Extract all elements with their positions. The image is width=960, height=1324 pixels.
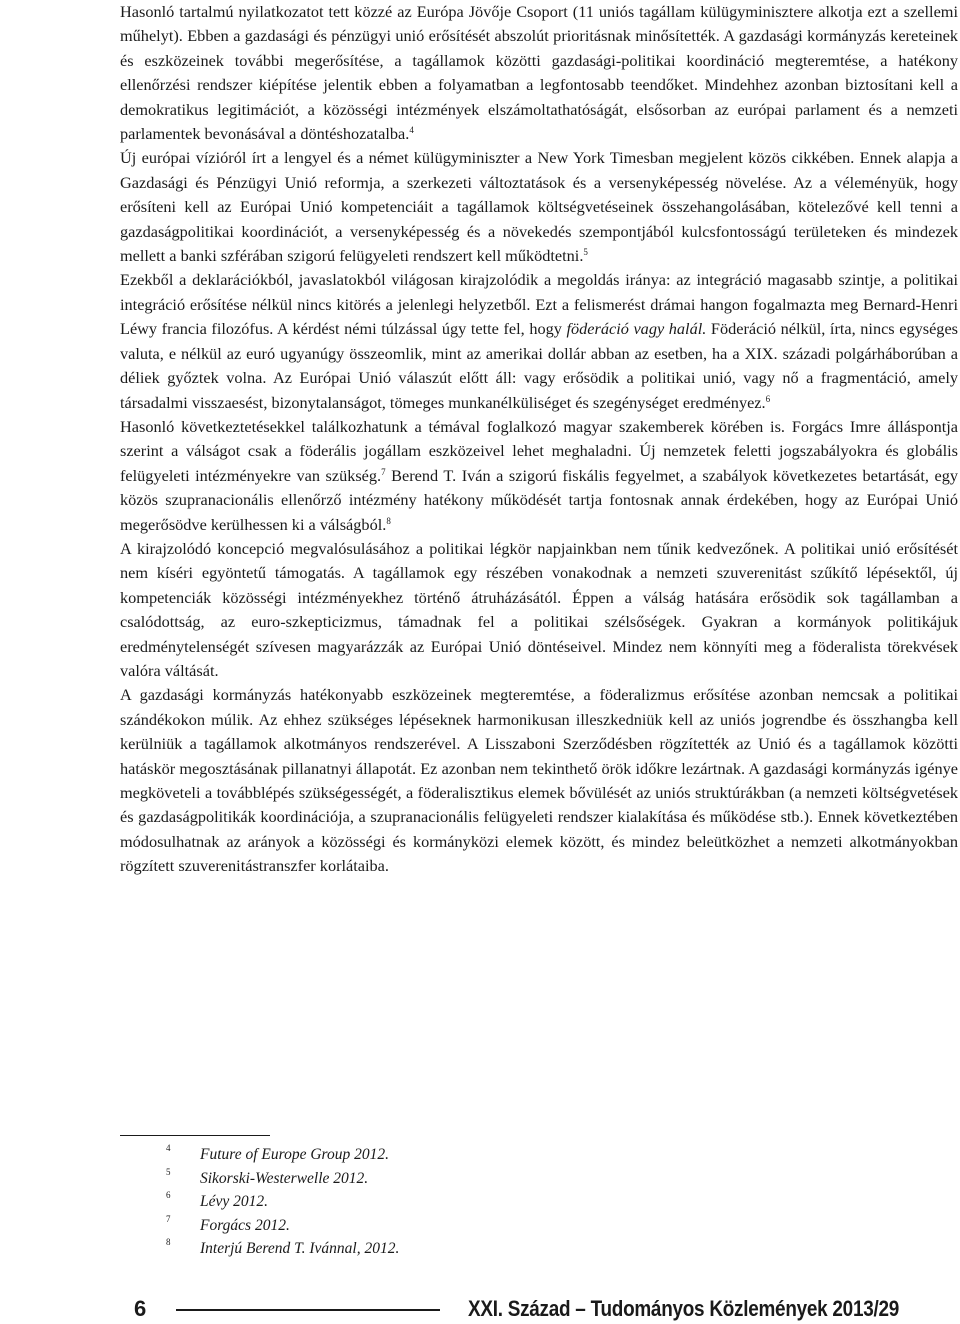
footnote-ref: 6 <box>765 393 771 404</box>
footnote <box>166 1237 866 1261</box>
paragraph <box>120 146 958 268</box>
paragraph-text: Hasonló tartalmú nyilatkozatot tett közzé az Európa Jövője Csoport (11 uniós tagállam külügyminiszterе alkotja ezt a szellemi műhelyt). Ebben a gazdasági és pénzügyi unió erősítését abszolút prioritásnak minősítették. A gazdasági kormányzás kereteinek és eszközeinek további megerősítése, a tagállamok közötti gazdasági-politikai koordináció megteremtése, a hatékony ellenőrzési rendszer kiépítése jelentik ebben a folyamatban a legfontosabb teendőket. Mindehhez azonban biztosítani kell a demokratikus legitimációt, a közösségi intézmények elszámoltathatóságát, elsősorban az európai parlament és a nemzeti parlamentek bevonásával a döntéshozatalba. <box>120 2 958 144</box>
footnote-number: 5 <box>166 1166 171 1177</box>
paragraph-text: A gazdasági kormányzás hatékonyabb eszközeinek megteremtése, a föderalizmus erősítése azonban nemcsak a politikai szándékokon múlik. Az ehhez szükséges lépéseknek harmonikusan illeszkedniük kell az uniós jogrendbe és összhangba kell kerülniük a tagállamok alkotmányos rendszerével. A Lisszaboni Szerződésben rögzítették az Unió és a tagállamok közötti hatáskör megosztásának pillanatnyi állapotát. Ez azonban nem tekinthető örök időkre lezártnak. A gazdasági kormányzás igénye megköveteli a továbblépés szükségességét, a föderalisztikus elemek bővülését az uniós struktúrákban (a nemzeti költségvetések és gazdaságpolitikák koordinációja, a szupranacionális felügyeleti rendszer kialakítása és működése stb.). Ennek következtében módosulhatnak az arányok a közösségi és kormányközi elemek között, és mindez beleütközhet a nemzeti alkotmányokban rögzített szuverenitástranszfer korlátaiba. <box>120 685 958 876</box>
footnote-text: Sikorski-Westerwelle 2012. <box>200 1169 369 1187</box>
footnote-text: Lévy 2012. <box>200 1193 269 1211</box>
paragraph-text: Ezekből a deklarációkból, javaslatokból világosan kirajzolódik a megoldás iránya: az integráció magasabb szintje, a politikai integráció erősítése nélkül nincs kitörés a jelenlegi helyzetből. Ezt a felismerést drámai hangon fogalmazta meg Bernard-Henri Léwy francia filozófus. A kérdést némi túlzással úgy tette fel, hogy <box>120 270 958 339</box>
journal-title: XXI. Század – Tudományos Közlemények 2013/29 <box>468 1296 900 1321</box>
paragraph-text: A kirajzolódó koncepció megvalósulásához a politikai légkör napjainkban nem tűnik kedvezőnek. A politikai unió erősítését nem kíséri egyöntetű támogatás. A tagállamok egy részében vonakodnak a nemzeti szuverenitást szűkítő lépésektől, új kompetenciák közösségi intézményekhez történő átruházásától. Éppen a válság hatására erősödik sok tagállamban a csalódottság, az euro-szkepticizmus, támadnak fel a politikai szélsőségek. Gyakran a kormányok politikájuk eredménytelenségét szívesen magyarázzák az Európai Unió döntéseivel. Mindez nem könnyíti meg a föderalista törekvések valóra váltását. <box>120 538 958 680</box>
footnotes <box>166 1143 866 1261</box>
footnote <box>166 1143 866 1167</box>
footnote-number: 4 <box>166 1143 171 1153</box>
footnote-text: Interjú Berend T. Ivánnal, 2012. <box>200 1240 400 1258</box>
paragraph <box>120 683 958 878</box>
footnote-number: 7 <box>166 1213 171 1224</box>
footnote-divider <box>120 1135 270 1136</box>
footnote-ref: 8 <box>386 515 391 526</box>
paragraph-text: Berend T. Iván a szigorú fiskális fegyelmet, a szabályok következetes betartását, egy közös szupranacionális ellenőrző intézmény hatékony működését tartja fontosnak annak érdekében, hogy az Európai Unió megerősödve kerülhessen ki a válságból. <box>120 465 958 534</box>
footnote-text: Future of Europe Group 2012. <box>200 1146 389 1163</box>
footnote-ref: 7 <box>381 466 386 477</box>
footnote-number: 6 <box>166 1190 171 1201</box>
paragraph <box>120 537 958 683</box>
emphasis-text: föderáció vagy halál. <box>566 319 707 339</box>
page-number: 6 <box>134 1296 147 1321</box>
footnote-text: Forgács 2012. <box>200 1216 290 1234</box>
footnote <box>166 1167 866 1191</box>
paragraph <box>120 415 958 537</box>
paragraph-text: Föderáció nélkül, írta, nincs egységes valuta, e nélkül az euró ugyanúgy összeomlik, mint az amerikai dollár abban az esetben, ha a XIX. századi polgárháborúban a déliek győztek volna. Az Európai Unió válaszút előtt áll: vagy erősödik a politikai unió, vagy nő a fragmentáció, amely társadalmi visszaesést, bizonytalanságot, tömeges munkanélküliséget és szegénységet eredményez. <box>120 319 959 412</box>
footnote-ref: 5 <box>583 247 588 258</box>
footer-rule <box>176 1309 440 1311</box>
paragraph-text: Új európai vízióról írt a lengyel és a német külügyminiszter a New York Timesban megjelent közös cikkében. Ennek alapja a Gazdasági és Pénzügyi Unió reformja, a szerkezeti változtatások és a versenyképesség növelése. Az a véleményük, hogy erősíteni kell az Európai Unió kompetenciáit a tagállamok költségvetéseinek összehangolásában, kötelezővé kell tenni a gazdaságpolitikai koordinációt, a versenyképesség és a növekedés szempontjából kulcsfontosságú területeken és mindezek mellett a banki szférában szigorú felügyeleti rendszert kell működtetni. <box>120 148 958 266</box>
article-body <box>120 0 958 879</box>
paragraph <box>120 268 958 414</box>
footnote <box>166 1214 866 1238</box>
footnote-ref: 4 <box>409 125 414 136</box>
footnote-number: 8 <box>166 1237 171 1248</box>
page-footer <box>0 1290 960 1324</box>
paragraph-text: Hasonló következtetésekkel találkozhatunk a témával foglalkozó magyar szakemberek körében is. Forgács Imre álláspontja szerint a válságot csak a föderális jogállam eszközeivel lehet meghaladni. Új nemzetek feletti jogszabályokra és globális felügyeleti intézményekre van szükség. <box>120 416 958 485</box>
footnote <box>166 1190 866 1214</box>
paragraph <box>120 0 958 146</box>
